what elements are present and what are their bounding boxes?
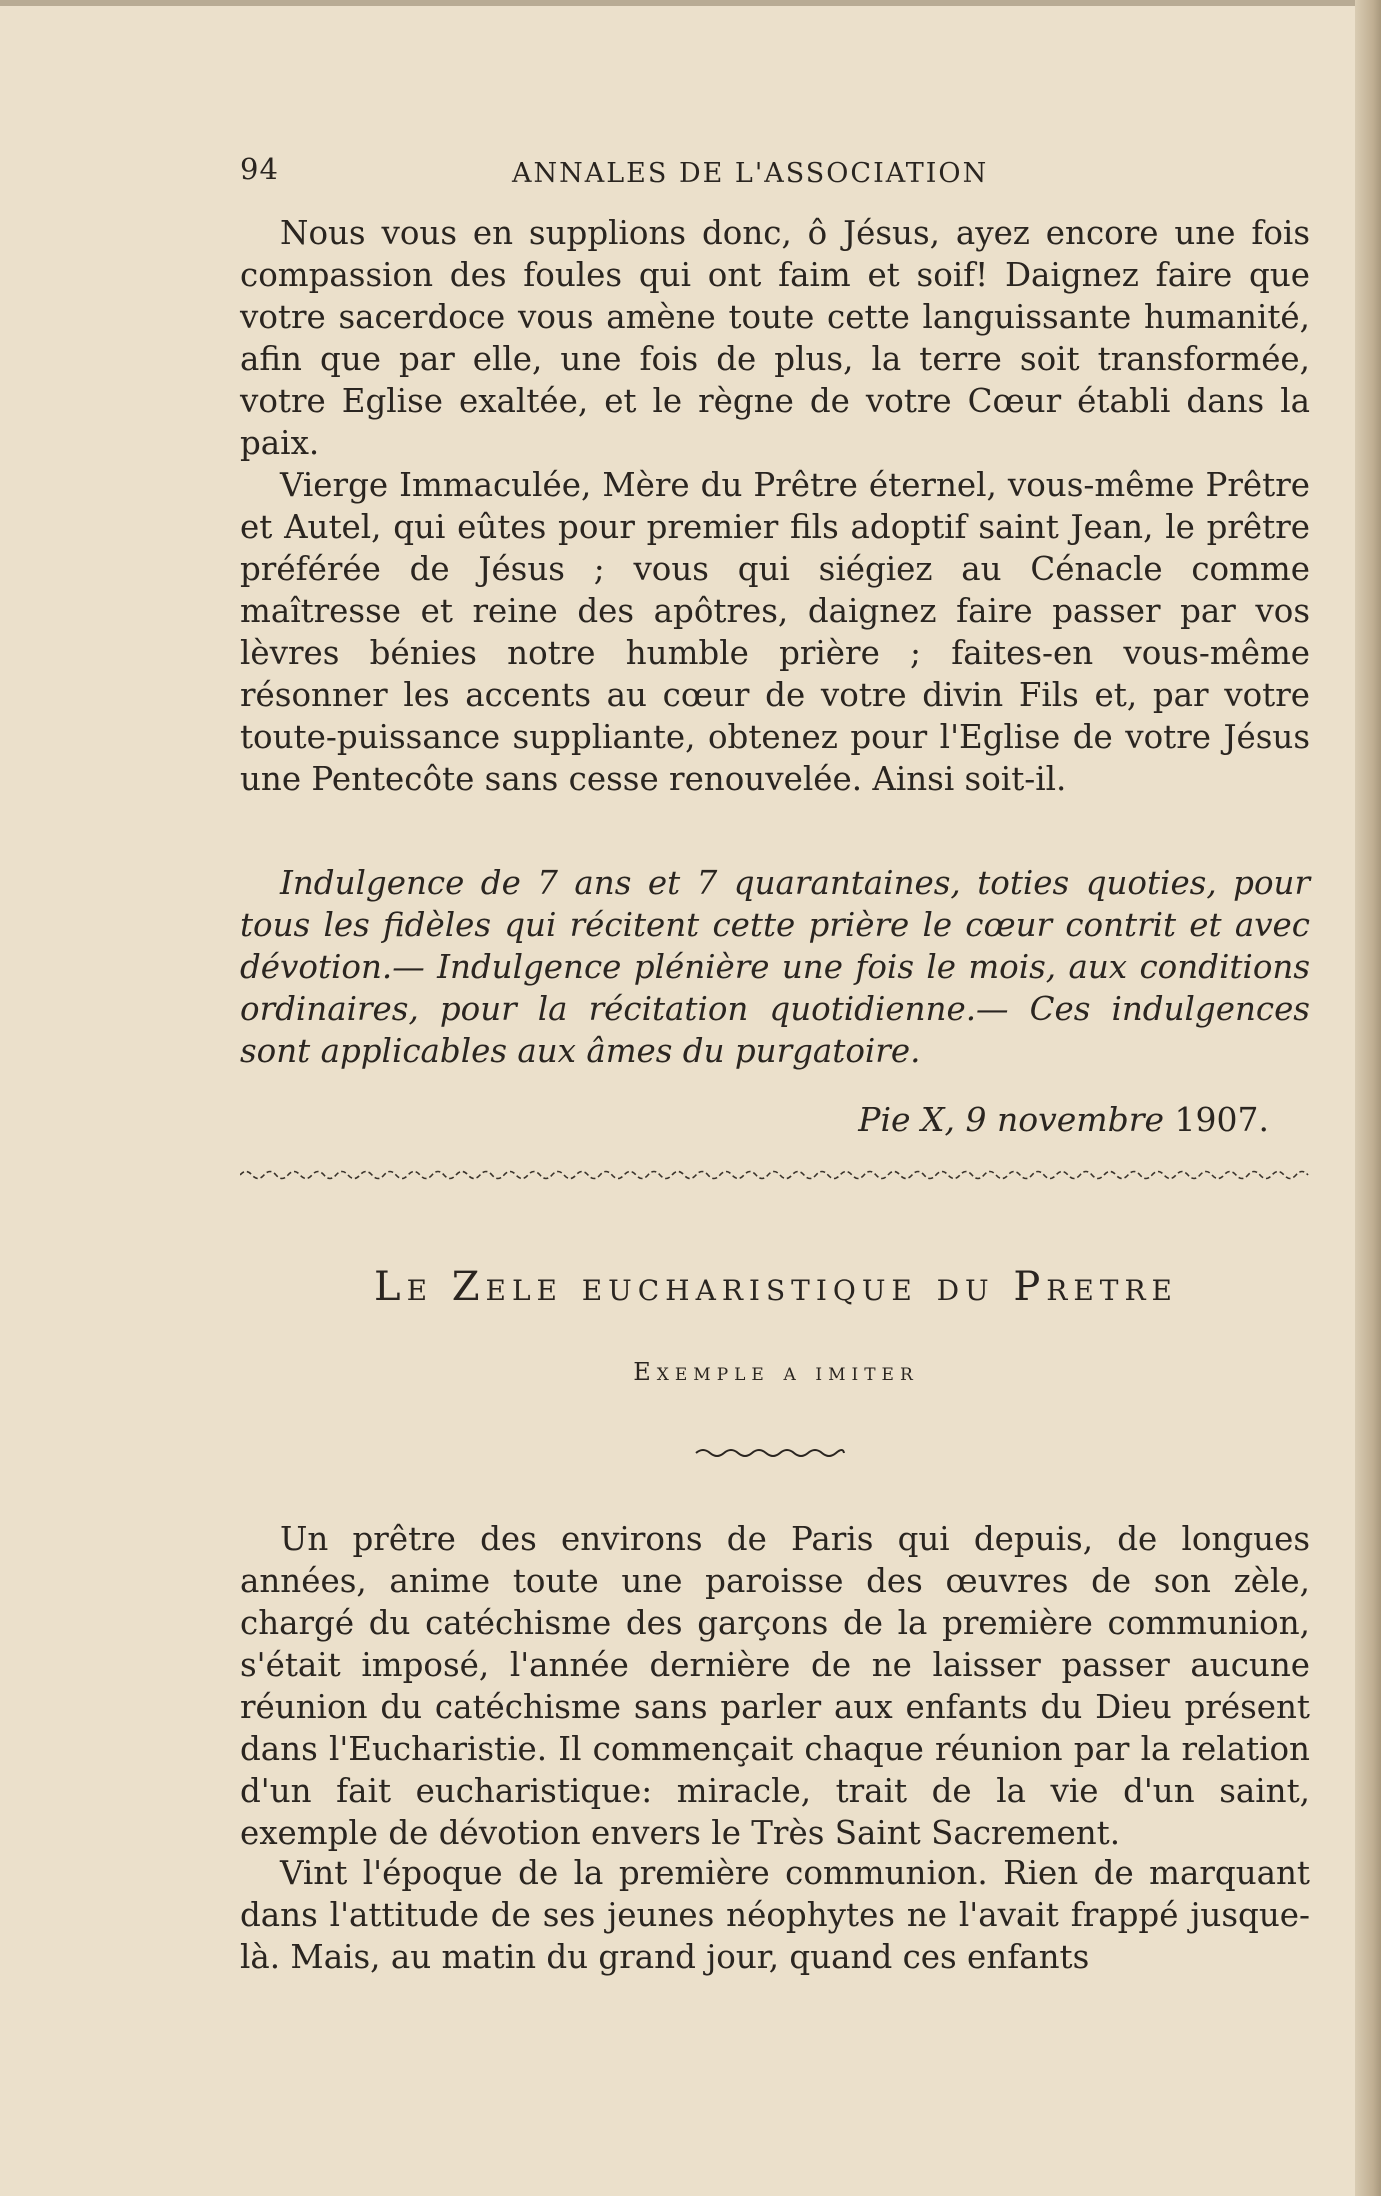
article-subtitle: Exemple a imiter xyxy=(633,1358,919,1386)
article-title: Le Zele eucharistique du Pretre xyxy=(374,1264,1178,1310)
prayer-paragraph-2 xyxy=(240,464,1310,800)
article-paragraph-2-text: Vint l'époque de la première communion. Rien de marquant dans l'attitude de ses jeunes néophytes ne l'avait frappé jusque-là. Mais, au matin du grand jour, quand ces enfants xyxy=(240,1854,1310,1976)
page-binding-edge xyxy=(1355,0,1381,2196)
prayer-paragraph-1-text: Nous vous en supplions donc, ô Jésus, ayez encore une fois compassion des foules qui ont faim et soif! Daignez faire que votre sacerdoce vous amène toute cette languissante humanité, afin que par elle, une fois de plus, la terre soit transformée, votre Eglise exaltée, et le règne de votre Cœur établi dans la paix. xyxy=(240,214,1310,462)
page-number: 94 xyxy=(240,152,279,186)
article-paragraph-1 xyxy=(240,1518,1310,1854)
indulgence-text: Indulgence de 7 ans et 7 quarantaines, toties quoties, pour tous les fidèles qui récitent cette prière le cœur contrit et avec dévotion.— Indulgence plénière une fois le mois, aux conditions ordinaires, pour la récitation quotidienne.— Ces indulgences sont applicables aux âmes du purgatoire. xyxy=(240,864,1310,1070)
running-head: ANNALES DE L'ASSOCIATION xyxy=(512,158,989,189)
signature-year: 1907. xyxy=(1174,1100,1269,1139)
prayer-paragraph-1 xyxy=(240,212,1310,464)
article-paragraph-1-text: Un prêtre des environs de Paris qui depuis, de longues années, anime toute une paroisse des œuvres de son zèle, chargé du catéchisme des garçons de la première communion, s'était imposé, l'année dernière de ne laisser passer aucune réunion du catéchisme sans parler aux enfants du Dieu présent dans l'Eucharistie. Il commençait chaque réunion par la relation d'un fait eucharistique: miracle, trait de la vie d'un saint, exemple de dévotion envers le Très Saint Sacrement. xyxy=(240,1520,1310,1852)
article-paragraph-2 xyxy=(240,1852,1310,1978)
ornamental-divider xyxy=(240,1166,1312,1184)
page-top-edge xyxy=(0,0,1381,6)
title-flourish xyxy=(694,1446,846,1460)
indulgence-note xyxy=(240,862,1310,1072)
signature-text: Pie X, 9 novembre xyxy=(858,1100,1165,1139)
prayer-paragraph-2-text: Vierge Immaculée, Mère du Prêtre éternel, vous-même Prêtre et Autel, qui eûtes pour premier fils adoptif saint Jean, le prêtre préférée de Jésus ; vous qui siégiez au Cénacle comme maîtresse et reine des apôtres, daignez faire passer par vos lèvres bénies notre humble prière ; faites-en vous-même résonner les accents au cœur de votre divin Fils et, par votre toute-puissance suppliante, obtenez pour l'Eglise de votre Jésus une Pentecôte sans cesse renouvelée. Ainsi soit-il. xyxy=(240,466,1310,798)
signature-line xyxy=(858,1100,1269,1139)
